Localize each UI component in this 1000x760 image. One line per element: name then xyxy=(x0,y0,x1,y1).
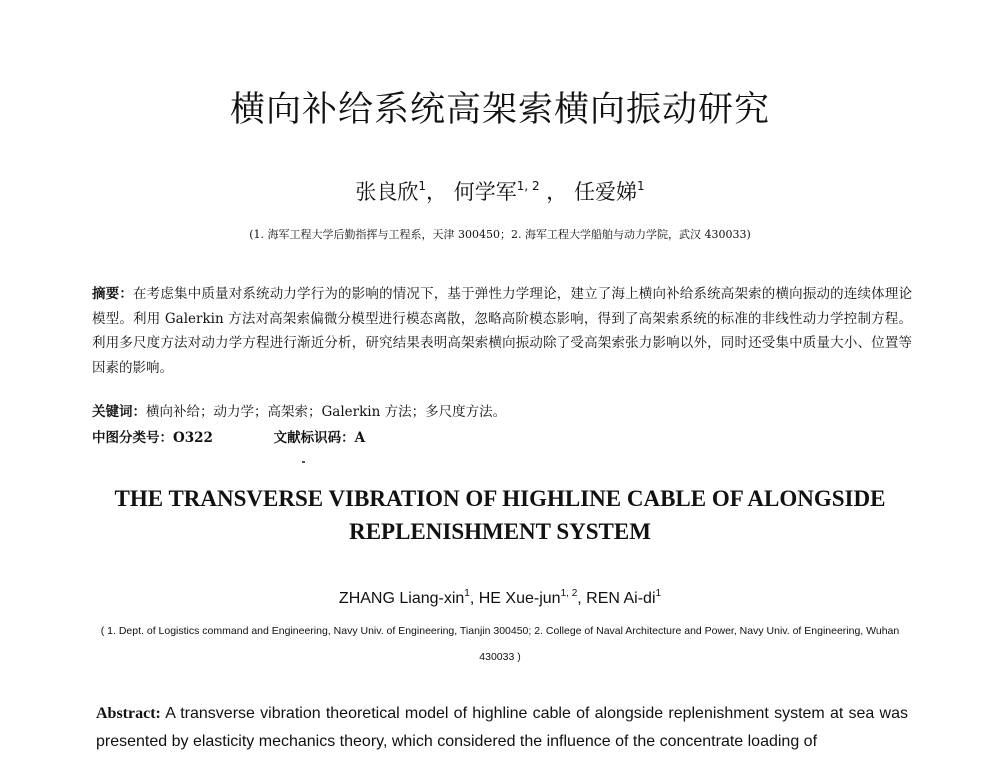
english-abstract xyxy=(96,700,908,756)
author-name: 何学军 xyxy=(453,180,517,204)
abstract-label: Abstract: xyxy=(96,705,161,722)
chinese-keywords xyxy=(92,400,912,420)
keywords-label: 关键词： xyxy=(92,404,146,420)
english-title: THE TRANSVERSE VIBRATION OF HIGHLINE CABLE OF ALONGSIDE REPLENISHMENT SYSTEM xyxy=(114,486,886,544)
author-name: ZHANG Liang-xin xyxy=(338,590,465,607)
abstract-label: 摘要： xyxy=(92,286,134,302)
class-number-value: O322 xyxy=(173,430,213,446)
author-affiliation-mark: 1 xyxy=(464,588,470,599)
author-affiliation-mark: 1, 2 xyxy=(560,588,578,599)
author-affiliation-mark: 1 xyxy=(636,179,645,193)
english-authors: ZHANG Liang-xin$^1$, HE Xue-jun$^{1, 2}$, REN $Ai-di^1$ xyxy=(338,588,662,607)
document-code-label: 文献标识码： xyxy=(273,430,355,446)
author-affiliation-mark: 1, 2 xyxy=(516,179,540,193)
keywords-text: 横向补给；动力学；高架索；Galerkin 方法；多尺度方法。 xyxy=(146,404,507,420)
chinese-affiliation: (1. 海军工程大学后勤指挥与工程系，天津 300450；2. 海军工程大学船舶与动力学院，武汉 430033) xyxy=(249,228,751,241)
author-name: HE Xue-jun xyxy=(478,590,561,607)
chinese-authors: 张良欣$^1$， 何学军$^{1, 2}$ ， 任爱娣$^1$ xyxy=(355,179,645,204)
author-name: REN Ai-di xyxy=(586,590,656,607)
classification-row xyxy=(92,426,912,446)
abstract-text: 在考虑集中质量对系统动力学行为的影响的情况下，基于弹性力学理论，建立了海上横向补给系统高架索的横向振动的连续体理论模型。利用 Galerkin 方法对高架索偏微分模型进行模态离散，忽略高阶模态影响，得到了高架索系统的标准的非线性动力学控制方程。利用多尺度方法对动力学方程进行渐近分析，研究结果表明高架索横向振动除了受高架索张力影响以外，同时还受集中质量大小、位置等因素的影响。 xyxy=(92,286,913,376)
document-code-value: A xyxy=(354,430,366,446)
class-number-label: 中图分类号： xyxy=(92,430,173,446)
abstract-text: A transverse vibration theoretical model of highline cable of alongside replenishment system at sea was presented by elasticity mechanics theory, which considered the influence of the concentrate loading of xyxy=(96,705,909,750)
english-affiliation: ( 1. Dept. of Logistics command and Engineering, Navy Univ. of Engineering, Tianjin 300450; 2. College of Naval Architecture and Power, Navy Univ. of Engineering, Wuhan 430033 ) xyxy=(100,625,900,663)
scan-speck xyxy=(302,461,305,463)
chinese-abstract xyxy=(92,282,912,380)
chinese-title: 横向补给系统高架索横向振动研究 xyxy=(229,90,770,130)
author-name: 张良欣 xyxy=(355,180,419,204)
author-affiliation-mark: 1 xyxy=(655,588,662,599)
author-affiliation-mark: 1 xyxy=(418,179,427,193)
author-name: 任爱娣 xyxy=(573,180,637,204)
